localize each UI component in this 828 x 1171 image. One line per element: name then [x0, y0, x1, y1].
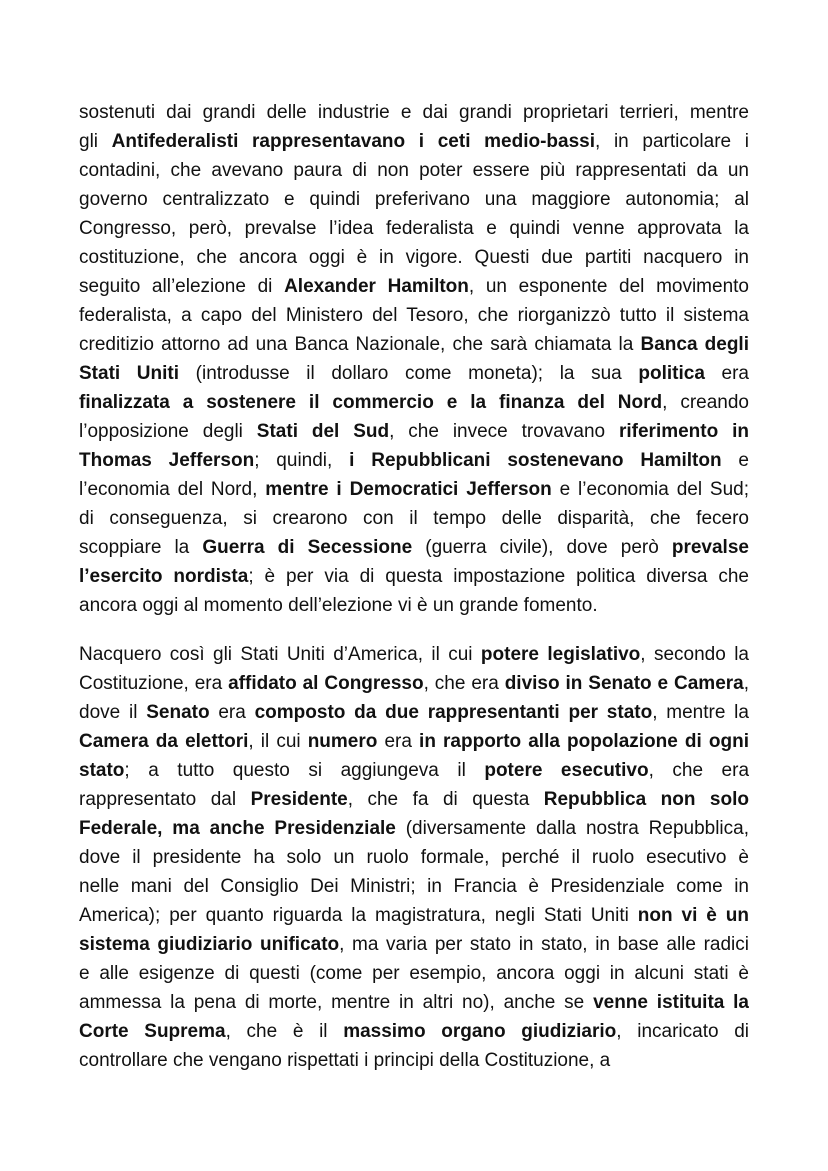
text-run: , in particolare i [595, 131, 749, 152]
text-line [79, 330, 749, 359]
text-line [79, 727, 749, 756]
text-run: gli [79, 131, 112, 152]
text-line [79, 959, 749, 988]
text-run: (diversamente dalla nostra Repubblica, [395, 818, 749, 839]
text-run: America); per quanto riguarda la magistratura, negli Stati Uniti [79, 905, 638, 926]
text-run: Nacquero così gli Stati Uniti d’America, il cui [79, 644, 481, 665]
bold-text: l’esercito nordista [79, 566, 249, 587]
text-run: , ma varia per stato in stato, in base alle radici [339, 934, 749, 955]
text-line [79, 872, 749, 901]
bold-text: non vi è un [637, 905, 749, 926]
text-line [79, 1017, 749, 1046]
bold-text: potere legislativo [480, 644, 641, 665]
text-run: dove il presidente ha solo un ruolo formale, perché il ruolo esecutivo è [79, 847, 749, 868]
text-run: era [377, 731, 420, 752]
text-run: , che invece trovavano [389, 421, 619, 442]
text-run: ancora oggi al momento dell’elezione vi è un grande fomento. [79, 595, 598, 616]
text-run: ammessa la pena di morte, mentre in altri no), anche se [79, 992, 594, 1013]
text-line [79, 562, 749, 591]
text-line [79, 591, 749, 620]
bold-text: Stati Uniti [79, 363, 180, 384]
bold-text: i Repubblicani sostenevano Hamilton [349, 450, 722, 471]
bold-text: numero [307, 731, 378, 752]
bold-text: stato [79, 760, 125, 781]
text-run: dove il [79, 702, 147, 723]
bold-text: Stati del Sud [256, 421, 390, 442]
text-run: era [209, 702, 255, 723]
text-line [79, 988, 749, 1017]
text-run: ; è per via di questa impostazione politica diversa che [248, 566, 749, 587]
text-run: governo centralizzato e quindi preferivano una maggiore autonomia; al [79, 189, 749, 210]
text-run: e l’economia del Sud; [551, 479, 749, 500]
text-line [79, 475, 749, 504]
bold-text: Repubblica non solo [543, 789, 749, 810]
text-run: , che fa di questa [347, 789, 544, 810]
bold-text: finalizzata a sostenere il commercio e la finanza del Nord [79, 392, 663, 413]
text-run: , secondo la [640, 644, 749, 665]
text-run: costituzione, che ancora oggi è in vigore. Questi due partiti nacquero in [79, 247, 749, 268]
text-line [79, 301, 749, 330]
text-run: ; a tutto questo si aggiungeva il [124, 760, 485, 781]
text-line [79, 417, 749, 446]
bold-text: riferimento in [618, 421, 749, 442]
text-line [79, 640, 749, 669]
bold-text: affidato al Congresso [228, 673, 424, 694]
text-run: , creando [662, 392, 749, 413]
bold-text: Thomas Jefferson [79, 450, 255, 471]
text-run: nelle mani del Consiglio Dei Ministri; in Francia è Presidenziale come in [79, 876, 749, 897]
bold-text: potere esecutivo [484, 760, 649, 781]
text-line [79, 272, 749, 301]
text-run: , incaricato di [616, 1021, 749, 1042]
text-run: l’opposizione degli [79, 421, 257, 442]
text-line [79, 814, 749, 843]
text-run: ; quindi, [254, 450, 350, 471]
text-line [79, 533, 749, 562]
text-run: sostenuti dai grandi delle industrie e dai grandi proprietari terrieri, mentre [79, 102, 749, 123]
text-line [79, 185, 749, 214]
bold-text: composto da due rappresentanti per stato [254, 702, 653, 723]
text-run: e [721, 450, 749, 471]
text-line [79, 359, 749, 388]
text-run: contadini, che avevano paura di non poter essere più rappresentati da un [79, 160, 749, 181]
text-line [79, 785, 749, 814]
text-run: federalista, a capo del Ministero del Tesoro, che riorganizzò tutto il sistema [79, 305, 749, 326]
bold-text: Antifederalisti rappresentavano i ceti medio-bassi [111, 131, 595, 152]
text-run: , [743, 673, 749, 694]
bold-text: in rapporto alla popolazione di ogni [419, 731, 749, 752]
paragraph-stati-uniti [79, 640, 749, 1075]
text-run: Costituzione, era [79, 673, 229, 694]
text-line [79, 698, 749, 727]
text-line [79, 1046, 749, 1075]
bold-text: Federale, ma anche Presidenziale [79, 818, 396, 839]
text-run: (introdusse il dollaro come moneta); la sua [179, 363, 639, 384]
text-run: di conseguenza, si crearono con il tempo delle disparità, che fecero [79, 508, 749, 529]
text-run: controllare che vengano rispettati i principi della Costituzione, a [79, 1050, 611, 1071]
text-run: , mentre la [652, 702, 749, 723]
text-line [79, 127, 749, 156]
text-line [79, 214, 749, 243]
bold-text: prevalse [671, 537, 749, 558]
text-run: Congresso, però, prevalse l’idea federalista e quindi venne approvata la [79, 218, 749, 239]
bold-text: mentre i Democratici Jefferson [265, 479, 552, 500]
text-run: scoppiare la [79, 537, 203, 558]
bold-text: Senato [146, 702, 210, 723]
text-run: creditizio attorno ad una Banca Nazionale, che sarà chiamata la [79, 334, 641, 355]
bold-text: massimo organo giudiziario [343, 1021, 617, 1042]
text-line [79, 98, 749, 127]
text-run: , un esponente del movimento [468, 276, 749, 297]
text-run: l’economia del Nord, [79, 479, 266, 500]
text-run: , che era [423, 673, 505, 694]
text-run: , il cui [248, 731, 308, 752]
text-line [79, 930, 749, 959]
bold-text: Camera da elettori [79, 731, 249, 752]
text-line [79, 669, 749, 698]
text-line [79, 901, 749, 930]
bold-text: Banca degli [640, 334, 749, 355]
text-run: era [704, 363, 749, 384]
bold-text: Corte Suprema [79, 1021, 226, 1042]
text-line [79, 156, 749, 185]
text-run: e alle esigenze di questi (come per esempio, ancora oggi in alcuni stati è [79, 963, 749, 984]
text-run: (guerra civile), dove però [412, 537, 672, 558]
paragraph-federalisti [79, 98, 749, 620]
text-line [79, 446, 749, 475]
bold-text: venne istituita la [593, 992, 749, 1013]
text-line [79, 843, 749, 872]
text-run: rappresentato dal [79, 789, 251, 810]
text-run: , che era [648, 760, 749, 781]
bold-text: diviso in Senato e Camera [504, 673, 744, 694]
text-line [79, 756, 749, 785]
text-line [79, 243, 749, 272]
text-line [79, 504, 749, 533]
text-line [79, 388, 749, 417]
bold-text: politica [638, 363, 705, 384]
bold-text: Guerra di Secessione [202, 537, 413, 558]
bold-text: sistema giudiziario unificato [79, 934, 340, 955]
text-run: , che è il [225, 1021, 344, 1042]
bold-text: Presidente [250, 789, 348, 810]
text-run: seguito all’elezione di [79, 276, 285, 297]
bold-text: Alexander Hamilton [284, 276, 469, 297]
